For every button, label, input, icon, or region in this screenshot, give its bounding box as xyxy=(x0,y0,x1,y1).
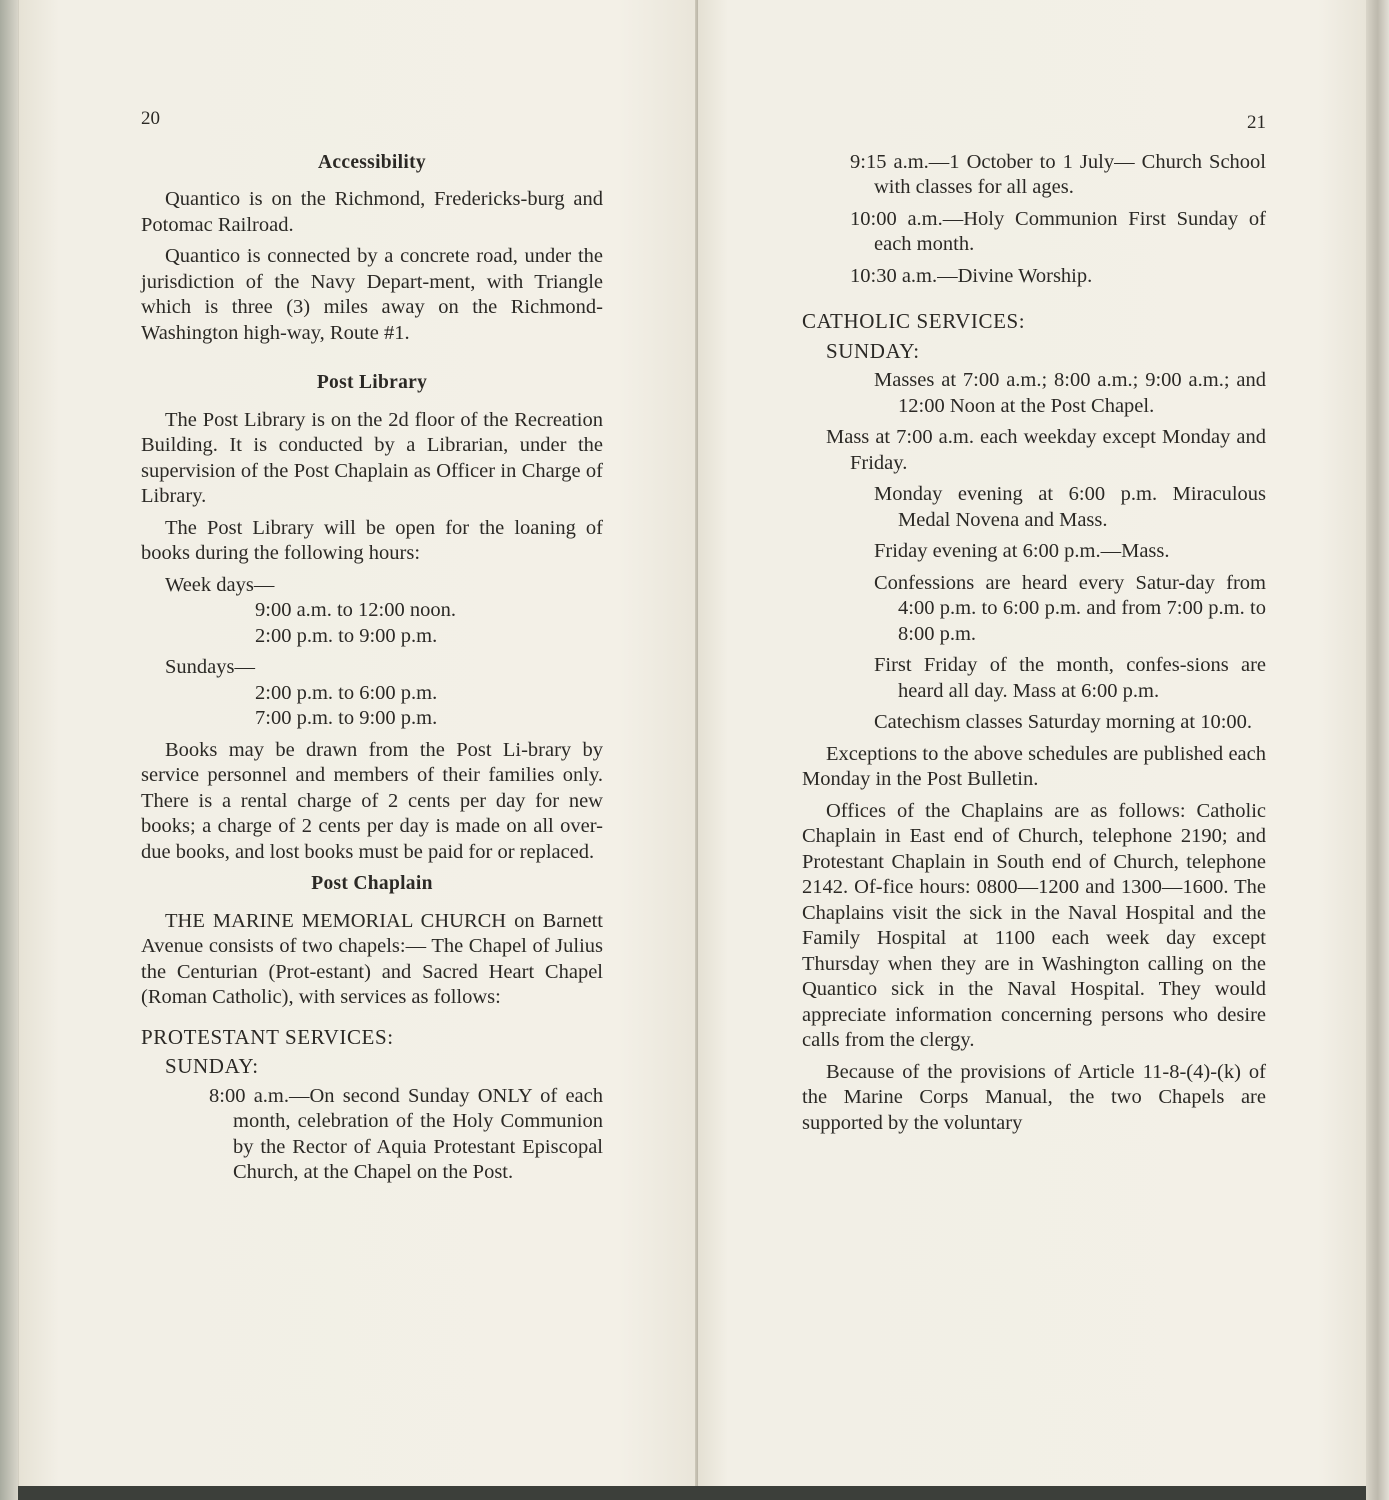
book-edge-left xyxy=(0,0,18,1500)
service-entry: 9:15 a.m.—1 October to 1 July— Church School with classes for all ages. xyxy=(850,150,1266,198)
hours-label-weekdays: Week days— xyxy=(165,573,275,596)
service-entry: Masses at 7:00 a.m.; 8:00 a.m.; 9:00 a.m.; and 12:00 Noon at the Post Chapel. xyxy=(874,369,1266,417)
section-heading-post-chaplain: Post Chaplain xyxy=(311,873,433,894)
service-entry: Monday evening at 6:00 p.m. Miraculous Medal Novena and Mass. xyxy=(874,483,1266,531)
paragraph: The Post Library is on the 2d floor of the Recreation Building. It is conducted by a Librarian, under the supervision of the Post Chaplain as Officer in Charge of Library. xyxy=(141,408,603,507)
service-entry: Mass at 7:00 a.m. each weekday except Monday and Friday. xyxy=(826,426,1266,474)
paragraph: THE MARINE MEMORIAL CHURCH on Barnett Avenue consists of two chapels:— The Chapel of Julius the Centurian (Prot-estant) and Sacred Heart Chapel (Roman Catholic), with services as follows: xyxy=(141,909,603,1008)
section-heading-accessibility: Accessibility xyxy=(318,151,426,173)
service-entry: 10:00 a.m.—Holy Communion First Sunday of each month. xyxy=(850,207,1266,255)
hours-line: 2:00 p.m. to 6:00 p.m. xyxy=(255,681,438,704)
left-page-content xyxy=(141,106,603,1192)
service-entry: 10:30 a.m.—Divine Worship. xyxy=(850,264,1093,287)
hours-line: 7:00 p.m. to 9:00 p.m. xyxy=(255,707,438,729)
sunday-label: SUNDAY: xyxy=(165,1054,259,1078)
sunday-label: SUNDAY: xyxy=(826,338,920,363)
catholic-services-heading: CATHOLIC SERVICES: xyxy=(802,309,1026,333)
right-page-content xyxy=(802,110,1266,1142)
right-page xyxy=(698,0,1366,1486)
service-entry: 8:00 a.m.—On second Sunday ONLY of each month, celebration of the Holy Communion by the Rector of Aquia Protestant Episcopal Church, at the Chapel on the Post. xyxy=(209,1084,603,1183)
paragraph: Quantico is on the Richmond, Fredericks-burg and Potomac Railroad. xyxy=(141,188,603,236)
book-edge-right xyxy=(1366,0,1389,1500)
service-entry: Confessions are heard every Satur-day from 4:00 p.m. to 6:00 p.m. and from 7:00 p.m. to 8:00 p.m. xyxy=(874,571,1266,645)
paragraph: Exceptions to the above schedules are published each Monday in the Post Bulletin. xyxy=(802,742,1266,790)
service-entry: Friday evening at 6:00 p.m.—Mass. xyxy=(874,540,1170,562)
service-entry: First Friday of the month, confes-sions are heard all day. Mass at 6:00 p.m. xyxy=(874,654,1266,702)
paragraph: Quantico is connected by a concrete road, under the jurisdiction of the Navy Depart-ment, with Triangle which is three (3) miles away on the Richmond-Washington high-way, Route #1. xyxy=(141,245,603,344)
service-entry: Catechism classes Saturday morning at 10:00. xyxy=(874,711,1253,733)
paragraph: The Post Library will be open for the loaning of books during the following hours: xyxy=(141,516,603,564)
protestant-services-heading: PROTESTANT SERVICES: xyxy=(141,1024,394,1049)
page-number: 20 xyxy=(141,108,160,129)
hours-line: 2:00 p.m. to 9:00 p.m. xyxy=(255,624,438,647)
page-number: 21 xyxy=(1247,112,1266,133)
paragraph: Offices of the Chaplains are as follows: Catholic Chaplain in East end of Church, telephone 2190; and Protestant Chaplain in South end of Church, telephone 2142. Of-fice hours: 0800—1200 and 1300—1600. The Chaplains visit the sick in the Naval Hospital and the Family Hospital at 1100 each week day except Thursday when they are in Washington calling on the Quantico sick in the Naval Hospital. They would appreciate information concerning persons who desire calls from the clergy. xyxy=(802,799,1266,1051)
hours-line: 9:00 a.m. to 12:00 noon. xyxy=(255,599,457,621)
section-heading-post-library: Post Library xyxy=(316,372,428,393)
left-page xyxy=(18,0,698,1486)
paragraph: Because of the provisions of Article 11-8-(4)-(k) of the Marine Corps Manual, the two Chapels are supported by the voluntary xyxy=(802,1060,1266,1134)
hours-label-sundays: Sundays— xyxy=(165,656,255,678)
paragraph: Books may be drawn from the Post Li-brary by service personnel and members of their families only. There is a rental charge of 2 cents per day for new books; a charge of 2 cents per day is made on all over-due books, and lost books must be paid for or replaced. xyxy=(141,738,603,863)
